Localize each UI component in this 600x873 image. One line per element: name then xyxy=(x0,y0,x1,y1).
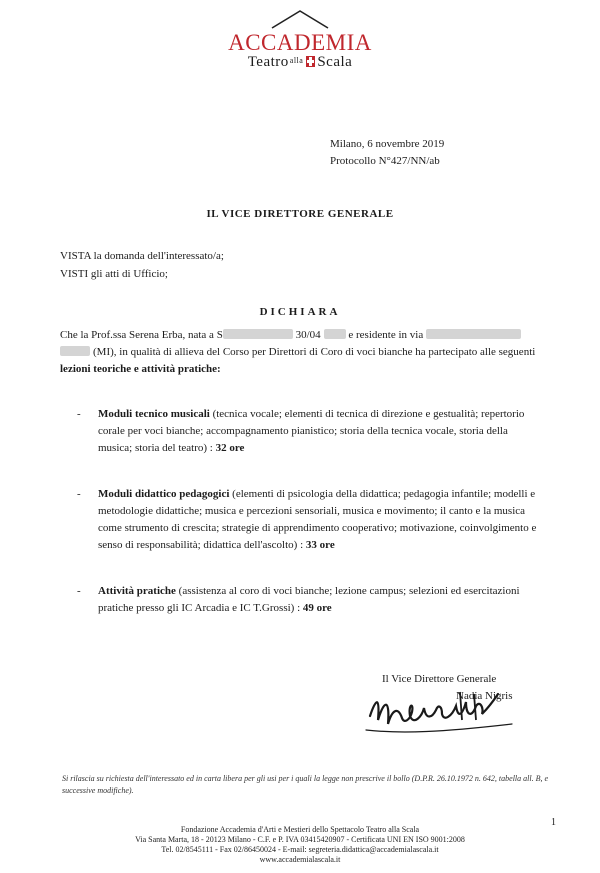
item-text: (elementi di psicologia della didattica; pedagogia infantile; modelli e metodologie didattiche; musica e percezioni sensoriali, musica e movimento; il canto e la musica come strumento di crescita; strategie di apprendimento cooperativo; motivazione, coinvolgimento e senso di responsabilità; didattica dell'ascolto) : xyxy=(98,488,537,551)
logo-sub-right: Scala xyxy=(317,54,353,70)
theatre-roof-icon xyxy=(270,8,330,30)
redacted-address xyxy=(426,329,521,339)
page-number: 1 xyxy=(551,817,556,828)
footer-line: Via Santa Marta, 18 - 20123 Milano - C.F. e P. IVA 03415420907 - Certificata UNI EN ISO 9001:2008 xyxy=(135,835,465,844)
protocol-number: Protocollo N°427/NN/ab xyxy=(330,155,440,167)
declaration-text-4: (MI), in qualità di allieva del Corso per Direttori di Coro di voci bianche ha partecipato alle seguenti xyxy=(93,346,536,358)
item-hours: 33 ore xyxy=(305,539,335,551)
logo-subtitle xyxy=(0,54,600,71)
visti-line: VISTI gli atti di Ufficio; xyxy=(60,268,168,280)
place-date: Milano, 6 novembre 2019 xyxy=(330,138,445,150)
logo-sub-alla: alla xyxy=(289,56,304,65)
declaration-text-5: lezioni teoriche e attività pratiche: xyxy=(60,363,221,375)
handwritten-signature xyxy=(362,680,532,740)
vista-line: VISTA la domanda dell'interessato/a; xyxy=(60,250,224,262)
list-item xyxy=(98,406,538,457)
item-label: Attività pratiche xyxy=(98,585,176,597)
item-label: Moduli didattico pedagogici xyxy=(98,488,230,500)
redacted-birthplace xyxy=(223,329,293,339)
footer-line: Fondazione Accademia d'Arti e Mestieri dello Spettacolo Teatro alla Scala xyxy=(180,825,420,834)
footer xyxy=(0,825,600,865)
declaration-paragraph xyxy=(60,327,550,378)
item-bullet: - xyxy=(77,585,81,597)
item-hours: 32 ore xyxy=(215,442,245,454)
logo-title: ACCADEMIA xyxy=(228,30,372,55)
dichiara-heading: DICHIARA xyxy=(259,306,341,318)
item-bullet: - xyxy=(77,408,81,420)
item-bullet: - xyxy=(77,488,81,500)
redacted-birthyear xyxy=(324,329,346,339)
signatory-title: Il Vice Direttore Generale xyxy=(382,673,497,685)
list-item xyxy=(98,486,538,554)
crest-icon xyxy=(306,56,315,67)
list-item xyxy=(98,583,538,617)
legal-note: Si rilascia su richiesta dell'interessato ed in carta libera per gli usi per i quali la legge non prescrive il bollo (D.P.R. 26.10.1972 n. 642, tabella all. B, e successive modifiche). xyxy=(62,774,549,795)
signatory-name: Nadia Nigris xyxy=(456,690,513,702)
item-text: (tecnica vocale; elementi di tecnica di direzione e gestualità; repertorio corale per voci bianche; accompagnamento pianistico; storia della tecnica vocale, storia della musica; storia del teatro) : xyxy=(98,408,525,454)
document-title: IL VICE DIRETTORE GENERALE xyxy=(206,208,394,220)
declaration-text-1: Che la Prof.ssa Serena Erba, nata a S xyxy=(60,329,223,341)
footer-website: www.accademialascala.it xyxy=(259,855,341,864)
redacted-city xyxy=(60,346,90,356)
footer-contacts: Tel. 02/8545111 - Fax 02/86450024 - E-mail: segreteria.didattica@accademialascala.it xyxy=(161,845,439,854)
item-label: Moduli tecnico musicali xyxy=(98,408,210,420)
declaration-text-2: 30/04 xyxy=(292,329,321,341)
item-text: (assistenza al coro di voci bianche; lezione campus; selezioni ed esercitazioni pratiche presso gli IC Arcadia e IC T.Grossi) : xyxy=(98,585,520,614)
item-hours: 49 ore xyxy=(302,602,332,614)
logo-sub-left: Teatro xyxy=(247,54,289,70)
declaration-text-3: e residente in via xyxy=(345,329,424,341)
